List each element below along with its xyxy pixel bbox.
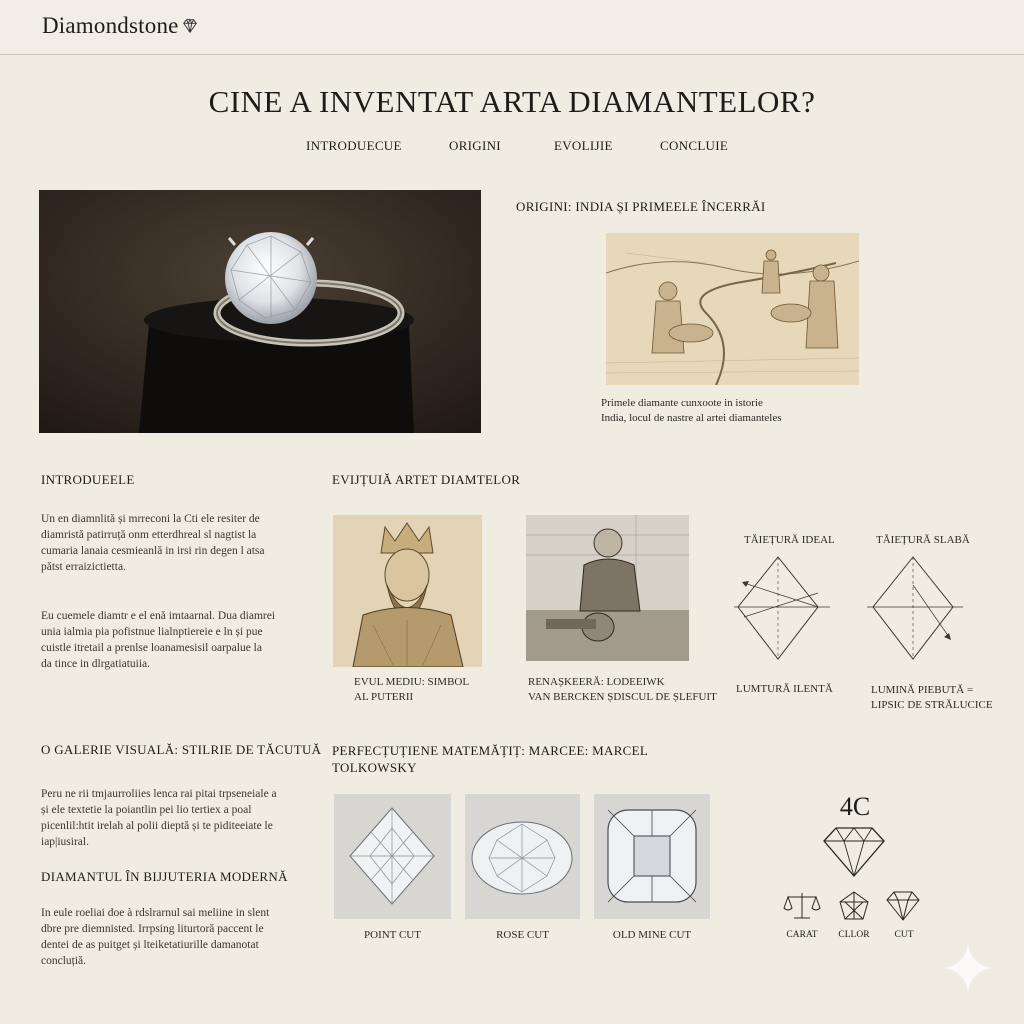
renaissance-polisher-engraving (526, 515, 689, 661)
weak-cut-label: TĂIEȚURĂ SLABĂ (876, 534, 970, 546)
point-cut-label: POINT CUT (364, 929, 421, 941)
diamond-icon (820, 825, 888, 879)
sparkle-icon (942, 942, 994, 994)
scale-icon (783, 890, 821, 922)
text-line: diamristă patirruță onm etterdhreal sl nagtist la (41, 529, 257, 541)
four-c-cut: CUT (894, 930, 914, 940)
india-mining-engraving (606, 233, 859, 385)
text-line: dbre pre diemnisted. Irrpsing liturtoră paccent le (41, 923, 264, 935)
nav-item-origins[interactable]: ORIGINI (449, 138, 501, 153)
origins-caption-1: Primele diamante cunxoote in istorie (601, 397, 763, 409)
text-line: concluțiă. (41, 955, 87, 967)
four-c-title: 4C (839, 792, 871, 821)
caption-line: VAN BERCKEN ȘDISCUL DE ȘLEFUIT (528, 691, 717, 703)
origins-caption-2: India, locul de nastre al artei diamanteles (601, 412, 782, 424)
page-title: CINE A INVENTAT ARTA DIAMANTELOR? (208, 84, 816, 119)
text-line: picenlil:htit irelah al polii dieptă și te piditeeiate le (41, 820, 273, 832)
renaissance-caption (528, 675, 717, 705)
caption-line: LIPSIC DE STRĂLUCICE (871, 699, 993, 711)
ideal-cut-caption: LUMTURĂ ILENTĂ (736, 683, 833, 695)
point-cut-photo (334, 794, 451, 919)
text-line: cumaria lanaia cesmieanlă in irsi rin degen l atsa (41, 545, 265, 557)
diamond-icon (181, 17, 199, 35)
caption-line: EVUL MEDIU: SIMBOL (354, 676, 470, 688)
heading-line: TOLKOWSKY (332, 760, 417, 775)
text-line: In eule roeliai doe à rdslrarnul sai meliine in slent (41, 907, 270, 919)
evolution-heading: EVIJȚUIĂ ARTET DIAMTELOR (332, 472, 521, 487)
four-c-color: CLLOR (838, 930, 870, 940)
rose-cut-label: ROSE CUT (496, 929, 549, 941)
text-line: dentei de as puitget și lteiketatiurille damanotat (41, 939, 259, 951)
ideal-cut-diagram (734, 555, 830, 663)
four-c-carat: CARAT (786, 930, 818, 940)
intro-paragraph-1 (41, 511, 311, 575)
nav-item-evolution[interactable]: EVOLIJIE (554, 138, 613, 153)
math-heading (332, 742, 648, 776)
hero-ring-image (39, 190, 481, 433)
old-mine-cut-label: OLD MINE CUT (612, 929, 692, 941)
brand-logo[interactable] (42, 13, 199, 39)
gallery-heading: O GALERIE VISUALĂ: STILRIE DE TĂCUTUĂ (41, 742, 322, 757)
rose-cut-photo (465, 794, 580, 919)
text-line: Eu cuemele diamtr e el enă imtaarnal. Dua diamrei (41, 610, 276, 622)
text-line: și ele textetie la poiantlin pei lio tertiex a poal (41, 804, 252, 816)
weak-cut-caption (871, 683, 993, 713)
caption-line: LUMINĂ PIEBUTĂ = (871, 684, 974, 696)
medieval-king-engraving (333, 515, 482, 667)
brand-name: Diamondstone (42, 13, 179, 38)
cut-gem-icon (885, 890, 921, 922)
nav-item-conclusion[interactable]: CONCLUIE (660, 138, 729, 153)
color-gem-icon (837, 890, 871, 922)
text-line: da tince in dlrgatiatuiia. (41, 658, 151, 670)
text-line: Peru ne rii tmjaurroliies lenca rai pitai trpseneiale a (41, 788, 277, 800)
heading-line: PERFECȚUȚIENE MATEMĂȚIȚ: MARCEE: MARCEL (332, 743, 649, 758)
text-line: Un en diamnlită și mrreconi la Cti ele resiter de (41, 513, 260, 525)
text-line: iap|iusiral. (41, 836, 89, 848)
intro-paragraph-2 (41, 608, 311, 672)
caption-line: AL PUTERII (354, 691, 414, 703)
old-mine-cut-photo (594, 794, 710, 919)
text-line: unia ialmia pia pofistnue lialnptiereie e ln și pue (41, 626, 263, 638)
text-line: cuistle itretail a prenlse loanamesisil oarpalue la (41, 642, 262, 654)
modern-heading: DIAMANTUL ÎN BIJJUTERIA MODERNĂ (41, 869, 288, 884)
caption-line: RENAȘKEERĂ: LODEEIWK (528, 676, 665, 688)
modern-paragraph (41, 905, 311, 969)
ideal-cut-label: TĂIEȚURĂ IDEAL (744, 534, 835, 546)
weak-cut-diagram (867, 555, 963, 663)
text-line: pătst erraizictietta. (41, 561, 126, 573)
intro-heading: INTRODUEELE (41, 472, 135, 487)
gallery-paragraph (41, 786, 311, 850)
medieval-caption (354, 675, 469, 705)
origins-heading: ORIGINI: INDIA ȘI PRIMEELE ÎNCERRĂI (516, 199, 766, 214)
nav-item-introduction[interactable]: INTRODUECUE (306, 138, 402, 153)
